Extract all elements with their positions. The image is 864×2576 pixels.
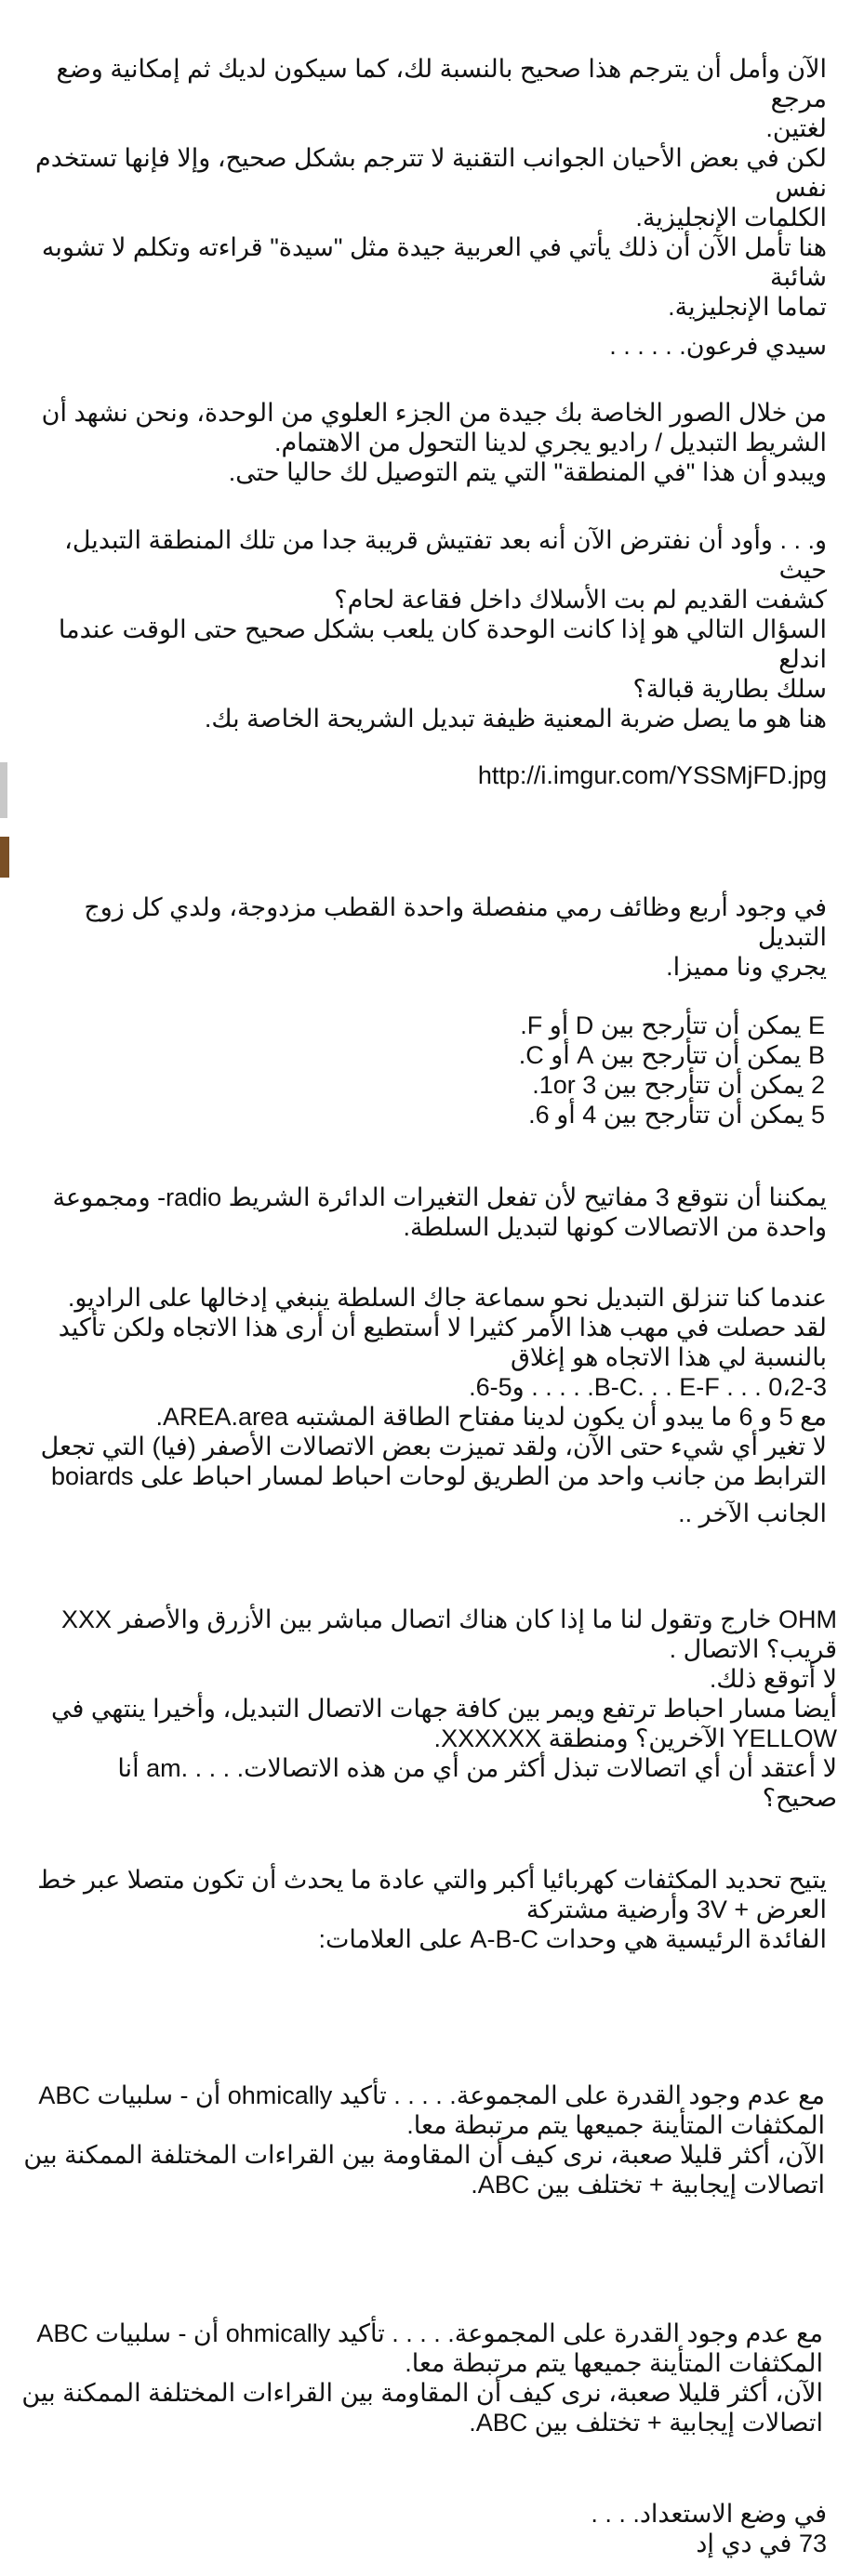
text-line: لا أعتقد أن أي اتصالات تبذل أكثر من أي من هذه الاتصالات. . . . .am أنا <box>117 1754 837 1782</box>
text-line: السؤال التالي هو إذا كانت الوحدة كان يلعب بشكل صحيح حتى الوقت عندما اندلع <box>58 615 827 673</box>
text-line: مع 5 و 6 ما يبدو أن يكون لدينا مفتاح الطاقة المشتبه AREA.area. <box>155 1403 827 1431</box>
text-line: لا أتوقع ذلك. <box>709 1665 837 1693</box>
text-line: الآن، أكثر قليلا صعبة، نرى كيف أن المقاومة بين القراءات المختلفة الممكنة بين <box>23 2141 825 2169</box>
text-line: لا تغير أي شيء حتى الآن، ولقد تميزت بعض الاتصالات الأصفر (فيا) التي تجعل <box>40 1433 827 1460</box>
list-item: B يمكن أن تتأرجح بين A أو C. <box>518 1041 825 1069</box>
paragraph-photos <box>27 398 827 487</box>
paragraph-signoff <box>27 2499 827 2558</box>
text-line: تماما الإنجليزية. <box>668 293 827 321</box>
text-line: مع عدم وجود القدرة على المجموعة. . . . . تأكيد ohmically أن - سلبيات ABC <box>38 2081 825 2109</box>
list-item: E يمكن أن تتأرجح بين D أو F. <box>520 1011 825 1039</box>
list-item: 2 يمكن أن تتأرجح بين 1or 3. <box>532 1071 825 1099</box>
text-line: مع عدم وجود القدرة على المجموعة. . . . . تأكيد ohmically أن - سلبيات ABC <box>36 2319 823 2347</box>
text-line: الآن وأمل أن يترجم هذا صحيح بالنسبة لك، كما سيكون لديك ثم إمكانية وضع مرجع <box>56 55 827 112</box>
text-line: الآن، أكثر قليلا صعبة، نرى كيف أن المقاومة بين القراءات المختلفة الممكنة بين <box>21 2379 823 2407</box>
text-line: ويبدو أن هذا "في المنطقة" التي يتم التوصيل لك حاليا حتى. <box>228 458 827 486</box>
text-line: اتصالات إيجابية + تختلف بين ABC. <box>469 2409 823 2437</box>
text-line: يجري ونا مميزا. <box>666 953 827 981</box>
text-line: الشريط التبديل / راديو يجري لدينا التحول من الاهتمام. <box>273 429 827 456</box>
paragraph-switch-function <box>27 704 827 733</box>
text-line: الكلمات الإنجليزية. <box>635 204 827 231</box>
image-url-link[interactable]: http://i.imgur.com/YSSMjFD.jpg <box>477 761 827 789</box>
text-line: بالنسبة لي هذا الاتجاه هو إغلاق <box>510 1343 827 1371</box>
paragraph-slide-switch <box>27 1283 827 1528</box>
image-link[interactable] <box>27 760 827 790</box>
text-line: 0،2-3 . . . B-C. . . E-F. . . . . و5-6. <box>469 1373 827 1401</box>
text-line: عندما كنا تنزلق التبديل نحو سماعة جاك السلطة ينبغي إدخالها على الراديو. <box>67 1284 827 1312</box>
paragraph-greeting <box>27 331 827 361</box>
text-line: في وجود أربع وظائف رمي منفصلة واحدة القطب مزدوجة، ولدي كل زوج التبديل <box>84 893 827 951</box>
paragraph-ohmically-2 <box>5 2318 823 2437</box>
paragraph-throw-functions <box>27 892 827 982</box>
signature-line: 73 في دي إد <box>696 2530 827 2557</box>
text-line: أيضا مسار احباط ترتفع ويمر بين كافة جهات الاتصال التبديل، وأخيرا ينتهي في <box>51 1695 837 1723</box>
text-line: اتصالات إيجابية + تختلف بين ABC. <box>471 2171 825 2199</box>
text-line: سلك بطارية قبالة؟ <box>632 675 827 703</box>
text-line: لغتين. <box>765 114 827 142</box>
text-line: الجانب الآخر .. <box>678 1499 827 1527</box>
text-line: صحيح؟ <box>762 1784 837 1812</box>
paragraph-ohm <box>19 1605 837 1813</box>
text-line: OHM خارج وتقول لنا ما إذا كان هناك اتصال مباشر بين الأزرق والأصفر XXX <box>61 1605 837 1633</box>
text-line: واحدة من الاتصالات كونها لتبديل السلطة. <box>403 1213 827 1241</box>
text-line: يتيح تحديد المكثفات كهربائيا أكبر والتي عادة ما يحدث أن تكون متصلا عبر خط <box>37 1866 827 1894</box>
text-line: لكن في بعض الأحيان الجوانب التقنية لا تترجم بشكل صحيح، وإلا فإنها تستخدم نفس <box>34 144 827 202</box>
text-line: العرض + 3V وأرضية مشتركة <box>525 1896 827 1923</box>
paragraph-inspection <box>27 525 827 704</box>
text-line: هنا هو ما يصل ضربة المعنية ظيفة تبديل الشريحة الخاصة بك. <box>204 705 827 733</box>
text-line: الترابط من جانب واحد من الطريق لوحات احباط لمسار احباط على boiards <box>50 1462 827 1490</box>
paragraph-ohmically-1 <box>7 2081 825 2200</box>
text-line: هنا تأمل الآن أن ذلك يأتي في العربية جيدة مثل "سيدة" قراءته وتكلم لا تشوبه شائبة <box>41 233 827 291</box>
side-image-fragment <box>0 762 7 818</box>
paragraph-expect-switches <box>27 1182 827 1242</box>
text-line: في وضع الاستعداد. . . . <box>591 2500 827 2528</box>
text-line: YELLOW الآخرين؟ ومنطقة XXXXXX. <box>433 1724 837 1752</box>
paragraph-capacitors <box>27 1865 827 1954</box>
text-line: كشفت القديم لم بت الأسلاك داخل فقاعة لحام؟ <box>334 586 827 614</box>
text-line: الفائدة الرئيسية هي وحدات A-B-C على العلامات: <box>318 1925 827 1953</box>
list-switch-pairs <box>25 1011 825 1129</box>
text-line: و. . . وأود أن نفترض الآن أنه بعد تفتيش قريبة جدا من تلك المنطقة التبديل، حيث <box>64 526 827 584</box>
text-line: قريب؟ الاتصال . <box>669 1635 837 1663</box>
text-line: لقد حصلت في مهب هذا الأمر كثيرا لا أستطيع أن أرى هذا الاتجاه ولكن تأكيد <box>58 1314 827 1341</box>
text-line: المكثفات المتأينة جميعها يتم مرتبطة معا. <box>406 2111 825 2139</box>
text-line: يمكننا أن نتوقع 3 مفاتيح لأن تفعل التغيرات الدائرة الشريط radio- ومجموعة <box>52 1183 827 1211</box>
text-line: سيدي فرعون. . . . . . <box>609 332 827 360</box>
paragraph-intro <box>27 54 827 322</box>
side-image-fragment-dark <box>0 837 9 878</box>
text-line: المكثفات المتأينة جميعها يتم مرتبطة معا. <box>405 2349 823 2377</box>
list-item: 5 يمكن أن تتأرجح بين 4 أو 6. <box>528 1101 825 1129</box>
text-line: من خلال الصور الخاصة بك جيدة من الجزء العلوي من الوحدة، ونحن نشهد أن <box>41 399 827 427</box>
